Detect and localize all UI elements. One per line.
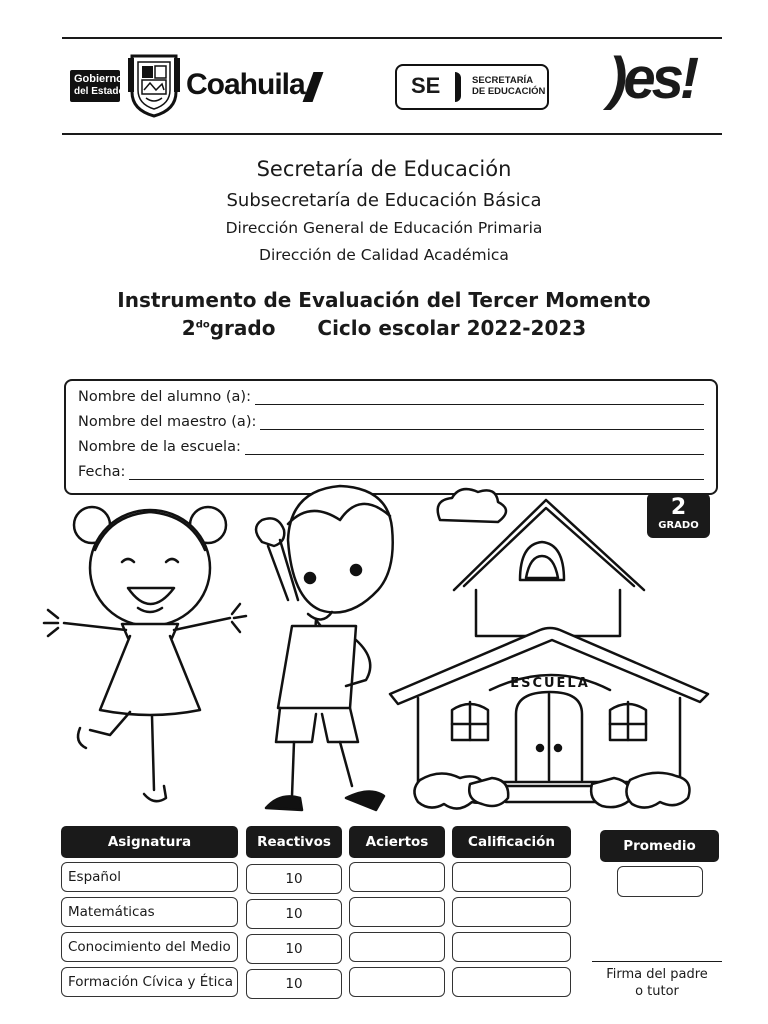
es-logo: )es! — [608, 46, 696, 111]
subject-conocimiento: Conocimiento del Medio — [61, 932, 238, 962]
institution-line2: Subsecretaría de Educación Básica — [226, 190, 542, 211]
state-seal-icon — [124, 52, 184, 118]
header-calificacion: Calificación — [452, 826, 571, 858]
state-name: Coahuila — [186, 68, 305, 101]
teacher-name-label: Nombre del maestro (a): — [78, 414, 257, 430]
date-label: Fecha: — [78, 464, 126, 480]
reactivos-espanol: 10 — [246, 864, 342, 894]
header-aciertos: Aciertos — [349, 826, 445, 858]
cloud-icon — [438, 489, 506, 522]
grade-word: grado — [209, 316, 276, 340]
school-name-field[interactable] — [78, 439, 704, 455]
se-divider-icon — [455, 72, 461, 102]
aciertos-civica[interactable] — [349, 967, 445, 997]
subject-espanol: Español — [61, 862, 238, 892]
school-house-icon — [390, 500, 708, 809]
calificacion-conocimiento[interactable] — [452, 932, 571, 962]
institution-line1: Secretaría de Educación — [256, 157, 512, 181]
calificacion-matematicas[interactable] — [452, 897, 571, 927]
se-line1: SECRETARÍA — [472, 75, 534, 86]
firma-padre — [592, 961, 722, 1000]
header-bottom-rule — [62, 133, 722, 135]
header-asignatura: Asignatura — [61, 826, 238, 858]
subject-matematicas: Matemáticas — [61, 897, 238, 927]
gobierno-line1: Gobierno — [74, 73, 123, 85]
boy-drawing-icon — [256, 486, 393, 810]
gobierno-line2: del Estado — [74, 86, 125, 97]
grade-number: 2 — [181, 316, 196, 340]
subject-civica: Formación Cívica y Ética — [61, 967, 238, 997]
grade-badge-number: 2 — [670, 495, 687, 520]
calificacion-civica[interactable] — [452, 967, 571, 997]
gobierno-coahuila-logo — [70, 52, 325, 120]
header-promedio: Promedio — [600, 830, 719, 862]
institution-line3: Dirección General de Educación Primaria — [225, 219, 543, 237]
grade-badge-label: GRADO — [658, 520, 699, 531]
student-info-box — [64, 379, 718, 495]
aciertos-espanol[interactable] — [349, 862, 445, 892]
reactivos-civica: 10 — [246, 969, 342, 999]
promedio-box[interactable] — [617, 866, 703, 897]
student-name-field[interactable] — [78, 389, 704, 405]
slash-icon — [303, 72, 324, 102]
se-acronym: SE — [411, 73, 441, 98]
school-name-label: Nombre de la escuela: — [78, 439, 241, 455]
aciertos-matematicas[interactable] — [349, 897, 445, 927]
se-line2: DE EDUCACIÓN — [472, 86, 546, 97]
reactivos-matematicas: 10 — [246, 899, 342, 929]
institution-line4: Dirección de Calidad Académica — [259, 246, 509, 264]
firma-line1: Firma del padre — [606, 967, 708, 982]
header-reactivos: Reactivos — [246, 826, 342, 858]
grade-superscript: do — [195, 319, 210, 331]
grade-cycle-line — [0, 316, 768, 340]
date-field[interactable] — [78, 464, 704, 480]
calificacion-espanol[interactable] — [452, 862, 571, 892]
se-logo — [395, 64, 549, 110]
firma-line2: o tutor — [635, 984, 679, 999]
school-cycle: Ciclo escolar 2022-2023 — [317, 316, 587, 340]
teacher-name-field[interactable] — [78, 414, 704, 430]
children-school-illustration — [40, 480, 720, 820]
document-title: Instrumento de Evaluación del Tercer Momento — [117, 288, 651, 312]
header-top-rule — [62, 37, 722, 39]
reactivos-conocimiento: 10 — [246, 934, 342, 964]
student-name-label: Nombre del alumno (a): — [78, 389, 251, 405]
girl-drawing-icon — [44, 507, 246, 801]
aciertos-conocimiento[interactable] — [349, 932, 445, 962]
school-sign: ESCUELA — [510, 676, 590, 691]
